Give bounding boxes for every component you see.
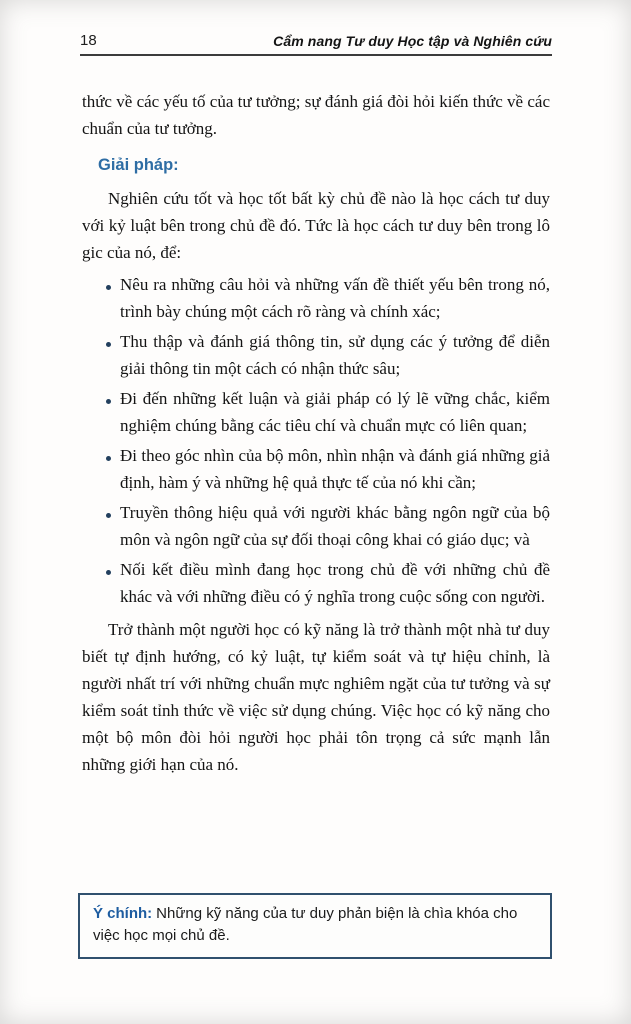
key-idea-text: Những kỹ năng của tư duy phản biện là chìa khóa cho việc học mọi chủ đề. (93, 905, 518, 944)
bullet-icon (106, 456, 111, 461)
list-item-text: Truyền thông hiệu quả với người khác bằng ngôn ngữ của bộ môn và ngôn ngữ của sự đối thoại công khai có giáo dục; và (120, 503, 550, 549)
running-title: Cẩm nang Tư duy Học tập và Nghiên cứu (273, 33, 552, 49)
page-header (80, 32, 552, 56)
list-item (82, 556, 550, 610)
bullet-list (82, 271, 550, 610)
list-item-text: Nêu ra những câu hỏi và những vấn đề thiết yếu bên trong nó, trình bày chúng một cách rõ ràng và chính xác; (120, 275, 550, 321)
paragraph-closing: Trở thành một người học có kỹ năng là trở thành một nhà tư duy biết tự định hướng, có kỷ luật, tự kiểm soát và tự hiệu chỉnh, là người nhất trí với những chuẩn mực nghiêm ngặt của tư tưởng và sự kiểm soát tỉnh thức về việc sử dụng chúng. Việc học có kỹ năng cho một bộ môn đòi hỏi người học phải tôn trọng cả sức mạnh lẫn những giới hạn của nó. (82, 620, 550, 774)
list-item-text: Đi theo góc nhìn của bộ môn, nhìn nhận và đánh giá những giả định, hàm ý và những hệ quả thực tế của nó khi cần; (120, 446, 550, 492)
page-body (82, 88, 550, 783)
list-item-text: Đi đến những kết luận và giải pháp có lý lẽ vững chắc, kiểm nghiệm chúng bằng các tiêu chí và chuẩn mực có liên quan; (120, 389, 550, 435)
page-number: 18 (80, 32, 97, 49)
list-item (82, 328, 550, 382)
bullet-icon (106, 342, 111, 347)
paragraph-intro: Nghiên cứu tốt và học tốt bất kỳ chủ đề nào là học cách tư duy với kỷ luật bên trong chủ đề đó. Tức là học cách tư duy bên trong lô gic của nó, để: (82, 189, 550, 262)
list-item (82, 499, 550, 553)
list-item-text: Thu thập và đánh giá thông tin, sử dụng các ý tưởng để diễn giải thông tin một cách có nhận thức sâu; (120, 332, 550, 378)
bullet-icon (106, 285, 111, 290)
list-item (82, 271, 550, 325)
paragraph-continuation: thức về các yếu tố của tư tưởng; sự đánh giá đòi hỏi kiến thức về các chuẩn của tư tưởng. (82, 92, 550, 138)
bullet-icon (106, 399, 111, 404)
section-heading: Giải pháp: (98, 156, 179, 174)
list-item-text: Nối kết điều mình đang học trong chủ đề với những chủ đề khác và với những điều có ý nghĩa trong cuộc sống con người. (120, 560, 550, 606)
list-item (82, 385, 550, 439)
key-idea-box (78, 893, 552, 959)
bullet-icon (106, 570, 111, 575)
bullet-icon (106, 513, 111, 518)
key-idea-label: Ý chính: (93, 905, 153, 922)
list-item (82, 442, 550, 496)
